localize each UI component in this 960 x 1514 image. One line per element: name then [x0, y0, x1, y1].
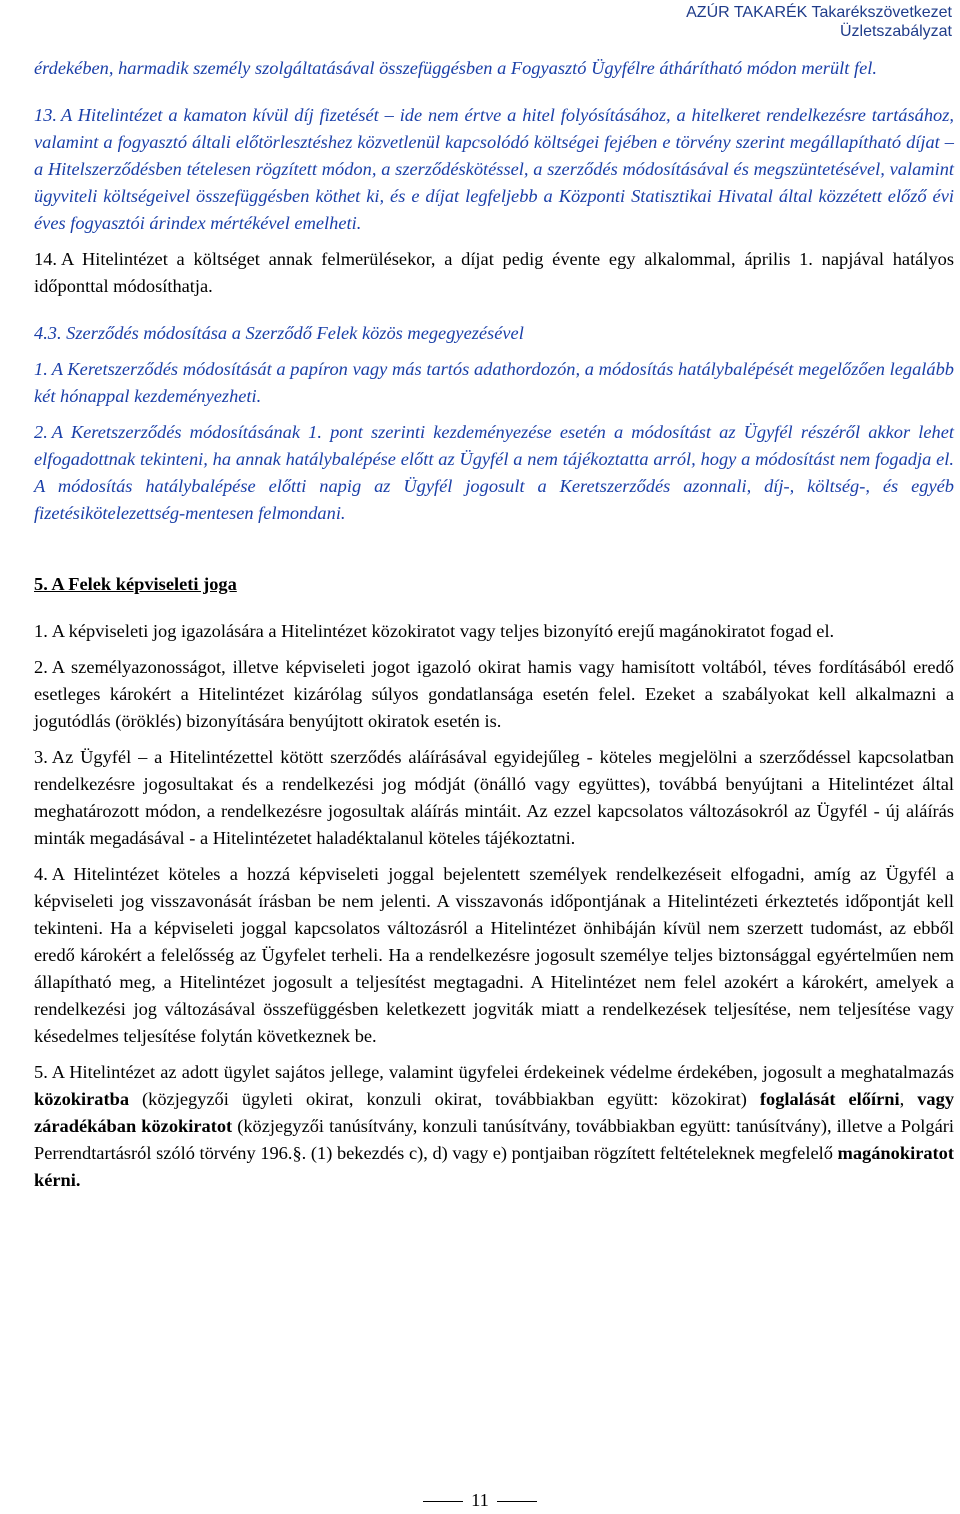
paragraph-14-number: 14. — [34, 249, 57, 269]
s5-p5-bold-foglalasat: foglalását előírni — [759, 1089, 900, 1109]
s5-p5-text-g: (közjegyzői tanúsítvány, konzuli tanúsítvány, továbbiakban együtt: tanúsítvány), illetve a Polgári Perrendtartásról szóló törvény 196.§. (1) bekezdés c), d) vagy e) pontjaiban rögzített feltételeknek megfelelő — [34, 1116, 955, 1163]
document-body — [34, 55, 954, 1194]
section-4-3-paragraph-1 — [34, 356, 954, 410]
paragraph-14 — [34, 246, 954, 300]
section-5-paragraph-3 — [34, 744, 954, 852]
s43-p1-number: 1. — [34, 359, 48, 379]
s5-p5-bold-maganokirat: magánokiratot kérni. — [34, 1143, 954, 1190]
s43-p2-text: A Keretszerződés módosításának 1. pont szerinti kezdeményezése esetén a módosítást az Ügyfél részéről akkor lehet elfogadottnak tekinteni, ha annak hatálybalépése előtt az Ügyfél a nem tájékoztatta arról, hogy a módosítást nem fogadja el. A módosítás hatálybalépése előtti napig az Ügyfél jogosult a Keretszerződés azonnali, díj-, költség-, és egyéb fizetésikötelezettség-mentesen felmondani. — [34, 422, 954, 523]
s5-p2-number: 2. — [34, 657, 48, 677]
s5-p4-text: A Hitelintézet köteles a hozzá képviseleti joggal bejelentett személyek rendelkezéseit elfogadni, amíg az Ügyfél a képviseleti jog visszavonását írásban be nem jelenti. A visszavonás időpontjának a Hitelintézeti érkeztetés időpontját kell tekinteni. Ha a képviseleti joggal kapcsolatos változásról a Hitelintézet önhibáján kívül nem szerzett tudomást, az ebből eredő károkért a felelősség az Ügyfelet terheli. Ha a rendelkezésre jogosult személye teljes biztonsággal egyértelműen nem állapítható meg, a Hitelintézet jogosult a teljesítést megtagadni. A Hitelintézet nem felel azokért a károkért, amelyek a rendelkezési jog változásával összefüggésben keletkezett jogviták miatt a rendelkezések teljesítése, nem teljesítése vagy késedelmes teljesítése folytán következnek be. — [34, 864, 954, 1046]
paragraph-14-text: A Hitelintézet a költséget annak felmerülésekor, a díjat pedig évente egy alkalommal, április 1. napjával hatályos időponttal módosíthatja. — [34, 249, 954, 296]
paragraph-13 — [34, 102, 954, 237]
s5-p2-text: A személyazonosságot, illetve képviseleti jogot igazoló okirat hamis vagy hamisított voltából, téves fordításából eredő esetleges károkért a Hitelintézet kizárólag súlyos gondatlansága esetén felel. Ezeket a szabályokat kell alkalmazni a jogutódlás (öröklés) bizonyítására benyújtott okiratok esetén is. — [34, 657, 954, 731]
s5-p3-number: 3. — [34, 747, 48, 767]
s5-p3-text: Az Ügyfél – a Hitelintézettel kötött szerződés aláírásával egyidejűleg - köteles megjelölni a szerződéssel kapcsolatban rendelkezésre jogosultakat és a rendelkezési jog módját (önálló vagy együttes), továbbá benyújtani a Hitelintézet által meghatározott módon, a rendelkezésre jogosultak aláírás mintáit. Az ezzel kapcsolatos változásokról az Ügyfél - új aláírás minták megadásával - a Hitelintézetet haladéktalanul köteles tájékoztatni. — [34, 747, 954, 848]
section-4-3-title: 4.3. Szerződés módosítása a Szerződő Felek közös megegyezésével — [34, 323, 524, 343]
section-4-3-paragraph-2 — [34, 419, 954, 527]
footer-dash-right — [497, 1501, 537, 1502]
footer-dash-left — [423, 1501, 463, 1502]
s5-p1-number: 1. — [34, 621, 48, 641]
paragraph-13-text: A Hitelintézet a kamaton kívül díj fizetését – ide nem értve a hitel folyósításához, a hitelkeret rendelkezésre tartásához, valamint a fogyasztó általi előtörlesztéshez közvetlenül kapcsolódó költségei fejében e törvény szerint megállapítható díjat – a Hitelszerződésben tételesen rögzített módon, a szerződéskötéssel, a szerződés módosításával és megszüntetésével, valamint ügyviteli költségeivel összefüggésben köthet ki, és e díjat legfeljebb a Központi Statisztikai Hivatal által közzétett előző évi éves fogyasztói árindex mértékével emelheti. — [34, 105, 954, 233]
s5-p5-number: 5. — [34, 1062, 48, 1082]
section-5-title: 5. A Felek képviseleti joga — [34, 574, 237, 594]
page-number: 11 — [471, 1490, 489, 1510]
s5-p5-bold-zaradekaban: vagy záradékában közokiratot — [34, 1089, 955, 1136]
s5-p5-text-c: (közjegyzői ügyleti okirat, konzuli okirat, továbbiakban együtt: közokirat) — [129, 1089, 760, 1109]
s5-p5-text-a: A Hitelintézet az adott ügylet sajátos jellege, valamint ügyfelei érdekeinek védelme érdekében, jogosult a meghatalmazás — [51, 1062, 954, 1082]
intro-paragraph: érdekében, harmadik személy szolgáltatásával összefüggésben a Fogyasztó Ügyfélre áthárítható módon merült fel. — [34, 58, 877, 78]
section-5-paragraph-2 — [34, 654, 954, 735]
s5-p4-number: 4. — [34, 864, 48, 884]
s43-p2-number: 2. — [34, 422, 48, 442]
header-doc-title: Üzletszabályzat — [839, 23, 952, 40]
s5-p5-text-e: , — [899, 1089, 918, 1109]
section-5-paragraph-1 — [34, 618, 954, 645]
s5-p5-bold-kozokiratba: közokiratba — [34, 1089, 130, 1109]
page-footer — [0, 1489, 960, 1511]
s43-p1-text: A Keretszerződés módosítását a papíron vagy más tartós adathordozón, a módosítás hatálybalépését megelőzően legalább két hónappal kezdeményezheti. — [34, 359, 954, 406]
section-5-paragraph-4 — [34, 861, 954, 1050]
section-5-paragraph-5 — [34, 1059, 954, 1194]
s5-p1-text: A képviseleti jog igazolására a Hitelintézet közokiratot vagy teljes bizonyító erejű magánokiratot fogad el. — [51, 621, 835, 641]
page-header — [686, 3, 952, 41]
header-org: AZÚR TAKARÉK Takarékszövetkezet — [686, 4, 952, 21]
paragraph-13-number: 13. — [34, 105, 57, 125]
